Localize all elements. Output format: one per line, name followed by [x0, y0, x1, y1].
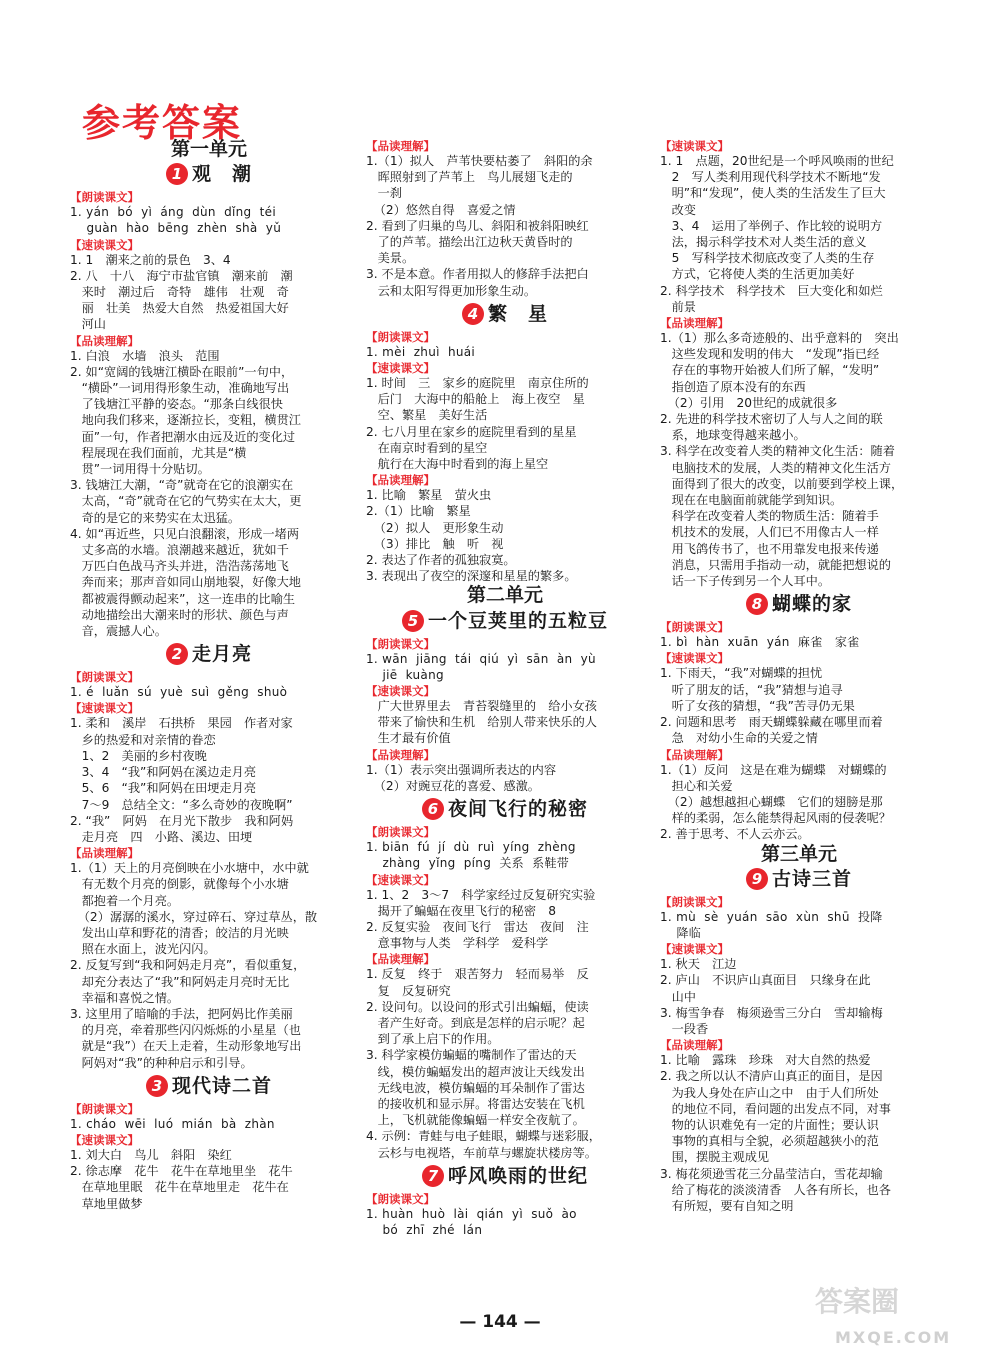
answer-line: 贯”一词用得十分贴切。: [70, 462, 210, 477]
answer-line: 2. 反复写到“我和阿妈走月亮”，看似重复，: [70, 958, 306, 973]
answer-line: 云和太阳写得更加形象生动。: [366, 283, 537, 298]
lesson-heading: [366, 798, 644, 820]
lesson-title: 蝴蝶的家: [771, 593, 852, 616]
answer-line: 都被震得颤动起来”，这一连串的比喻生: [70, 591, 296, 606]
answer-line: 2. 表达了作者的孤独寂寞。: [366, 553, 516, 568]
answer-line: 机技术的发展，人们已不用像古人一样: [660, 525, 879, 540]
answer-line: 1. 刘大白 鸟儿 斜阳 染红: [70, 1147, 232, 1162]
answer-line: 消息，只需用手指动一动，就能把想说的: [660, 557, 891, 572]
pinyin-line: bó zhī zhé lán: [366, 1222, 483, 1237]
answer-line: 2.（1）比喻 繁星: [366, 504, 471, 519]
pinyin-line: 1. é luǎn sú yuè suì gěng shuò: [70, 685, 288, 700]
answer-line: 2. 看到了归巢的鸟儿、斜阳和被斜阳映红: [366, 218, 589, 233]
section-label: 【品读理解】: [660, 747, 729, 762]
answer-line: 在草地里眠 花牛在草地里走 花牛在: [70, 1180, 289, 1195]
answer-line: 地向我们移来，逐渐拉长，变粗，横贯江: [70, 413, 301, 428]
lesson-title: 观 潮: [191, 163, 252, 186]
answer-line: 无线电波，模仿蝙蝠的耳朵制作了雷达: [366, 1080, 585, 1095]
lesson-number-badge: 8: [746, 593, 768, 615]
answer-line: 1. 反复 终于 艰苦努力 轻而易举 反: [366, 967, 589, 982]
section-label: 【速读课文】: [660, 942, 729, 957]
answer-line: 幸福和喜悦之情。: [70, 990, 180, 1005]
answer-line: 2. 科学技术 科学技术 巨大变化和如烂: [660, 283, 883, 298]
answer-line: 揭开了蝙蝠在夜里飞行的秘密 8: [366, 903, 557, 918]
answer-column-2: [366, 138, 644, 1238]
answer-line: 照在水面上，波光闪闪。: [70, 942, 216, 957]
answer-line: 法，揭示科学技术对人类生活的意义: [660, 235, 867, 250]
answer-column-3: [660, 138, 938, 1214]
answer-line: 者产生好奇。到底是怎样的启示呢？起: [366, 1015, 585, 1030]
answer-line: 3. 科学在改变着人类的精神文化生活：随着: [660, 444, 895, 459]
pinyin-line: 1. huàn huò lài qián yì suǒ ào: [366, 1206, 577, 1221]
answer-line: 1、2 美丽的乡村夜晚: [70, 748, 207, 763]
answer-line: 1.（1）天上的月亮倒映在小水塘中，水中就: [70, 861, 309, 876]
section-label: 【速读课文】: [366, 684, 435, 699]
answer-line: 晖照射到了芦苇上 鸟儿展翅飞走的: [366, 170, 573, 185]
answer-line: 听了朋友的话，“我”猜想与追寻: [660, 682, 843, 697]
answer-line: 有所短，要有自知之明: [660, 1198, 794, 1213]
pinyin-line: jiē kuàng: [366, 667, 444, 682]
answer-line: 面”一句，作者把潮水由远及近的变化过: [70, 429, 296, 444]
section-label: 【品读理解】: [366, 747, 435, 762]
answer-line: 1. 柔和 溪岸 石拱桥 果园 作者对家: [70, 716, 293, 731]
answer-line: （2）悠然自得 喜爱之情: [366, 202, 516, 217]
answer-line: 样的柔弱，怎么能禁得起风雨的侵袭呢？: [660, 811, 891, 826]
answer-line: 航行在大海中时看到的海上星空: [366, 457, 549, 472]
pinyin-line: guàn hào bēng zhèn shà yǔ: [70, 221, 282, 236]
answer-line: 3. 梅雪争春 梅须逊雪三分白 雪却输梅: [660, 1005, 883, 1020]
answer-line: 4. 示例：青蛙与电子蛙眼，蝴蝶与迷彩服，: [366, 1129, 601, 1144]
lesson-number-badge: 1: [166, 163, 188, 185]
answer-line: 万匹白色战马齐头并进，浩浩荡荡地飞: [70, 559, 289, 574]
section-label: 【朗读课文】: [660, 894, 729, 909]
answer-line: 发出山草和野花的清香；皎洁的月光映: [70, 925, 289, 940]
lesson-heading: [70, 1075, 348, 1097]
lesson-heading: [70, 163, 348, 185]
pinyin-line: 1. bì hàn xuān yán 麻雀 家雀: [660, 635, 860, 650]
answer-line: 3. 钱塘江大潮，“奇”就奇在它的浪潮实在: [70, 478, 294, 493]
answer-line: 用飞鸽传书了，也不用靠发电报来传递: [660, 541, 879, 556]
answer-line: 3. 梅花须逊雪花三分晶莹洁白，雪花却输: [660, 1166, 883, 1181]
section-label: 【速读课文】: [70, 1132, 139, 1147]
answer-line: 音，震撼人心。: [70, 624, 167, 639]
section-label: 【品读理解】: [70, 333, 139, 348]
answer-line: 2. 如“宽阔的钱塘江横卧在眼前”一句中，: [70, 364, 294, 379]
answer-line: 系，地球变得越来越小。: [660, 428, 806, 443]
section-label: 【速读课文】: [70, 701, 139, 716]
answer-line: （2）拟人 更形象生动: [366, 520, 504, 535]
lesson-title: 走月亮: [191, 643, 252, 666]
answer-line: 电脑技术的发展，人类的精神文化生活方: [660, 460, 891, 475]
answer-line: 河山: [70, 317, 106, 332]
answer-line: 山中: [660, 989, 696, 1004]
answer-line: “横卧”一词用得形象生动，准确地写出: [70, 381, 290, 396]
answer-line: 围，摆脱主观成见: [660, 1150, 770, 1165]
lesson-title: 呼风唤雨的世纪: [447, 1164, 588, 1187]
answer-line: 就是“我”）在天上走着，生动形象地写出: [70, 1039, 302, 1054]
answer-line: 2. 八 十八 海宁市盐官镇 潮来前 潮: [70, 268, 293, 283]
section-label: 【朗读课文】: [70, 190, 139, 205]
answer-line: 3. 科学家模仿蝙蝠的嘴制作了雷达的天: [366, 1048, 577, 1063]
answer-line: 急 对幼小生命的关爱之情: [660, 731, 818, 746]
answer-line: 5、6 “我”和阿妈在田埂走月亮: [70, 781, 257, 796]
section-label: 【朗读课文】: [70, 1101, 139, 1116]
answer-line: 方式，它将使人类的生活更加美好: [660, 267, 855, 282]
answer-line: 1. 比喻 繁星 萤火虫: [366, 488, 492, 503]
answer-line: 到了承上启下的作用。: [366, 1032, 500, 1047]
answer-line: 1. 1、2 3～7 科学家经过反复研究实验: [366, 887, 596, 902]
answer-line: 现在在电脑面前就能学到知识。: [660, 493, 843, 508]
lesson-number-badge: 7: [422, 1165, 444, 1187]
lesson-number-badge: 5: [402, 610, 424, 632]
answer-line: 丈多高的水墙。浪潮越来越近，犹如千: [70, 543, 289, 558]
lesson-number-badge: 4: [462, 303, 484, 325]
answer-line: 1.（1）拟人 芦苇快要枯萎了 斜阳的余: [366, 154, 593, 168]
lesson-heading: [366, 1165, 644, 1187]
answer-line: 上，飞机就能像蝙蝠一样安全夜航了。: [366, 1113, 585, 1128]
answer-line: 1. 比喻 露珠 珍珠 对大自然的热爱: [660, 1053, 871, 1068]
answer-line: 都抱着一个月亮。: [70, 893, 180, 908]
unit-heading: 第二单元: [466, 584, 543, 607]
answer-line: 1. 白浪 水墙 浪头 范围: [70, 348, 220, 363]
answer-line: 1.（1）那么多奇迹般的、出乎意料的 突出: [660, 331, 899, 346]
answer-line: 了钱塘江平静的姿态。“那条白线很快: [70, 397, 283, 412]
answer-line: 2. 七八月里在家乡的庭院里看到的星星: [366, 424, 577, 439]
answer-line: （2）引用 20世纪的成就很多: [660, 395, 838, 410]
answer-line: 奔而来；那声音如同山崩地裂，好像大地: [70, 575, 301, 590]
section-label: 【速读课文】: [366, 872, 435, 887]
section-label: 【朗读课文】: [366, 825, 435, 840]
section-label: 【朗读课文】: [366, 636, 435, 651]
section-label: 【品读理解】: [660, 316, 729, 331]
answer-line: 7～9 总结全文：“多么奇妙的夜晚啊”: [70, 797, 293, 812]
pinyin-line: 1. cháo wēi luó mián bà zhàn: [70, 1116, 275, 1131]
answer-line: 的接收机和显示屏。将雷达安装在飞机: [366, 1096, 585, 1111]
page-number: — 144 —: [459, 1312, 541, 1332]
answer-line: 存在的事物开始被人们所了解，“发明”: [660, 363, 880, 378]
answer-line: 广大世界里去 青苔裂缝里的 给小女孩: [366, 699, 597, 714]
answer-line: 草地里做梦: [70, 1196, 143, 1211]
answer-line: 的地位不同，看问题的出发点不同，对事: [660, 1101, 891, 1116]
watermark-url: MXQE.COM: [835, 1328, 952, 1347]
answer-line: 在南京时看到的星空: [366, 440, 488, 455]
unit-heading: 第三单元: [760, 842, 837, 865]
answer-line: 生才最有价值: [366, 731, 451, 746]
answer-line: 3、4 “我”和阿妈在溪边走月亮: [70, 765, 257, 780]
answer-line: 太高，“奇”就奇在它的气势实在太大，更: [70, 494, 302, 509]
answer-line: 带来了愉快和生机 给别人带来快乐的人: [366, 715, 597, 730]
answer-line: 改变: [660, 202, 696, 217]
answer-line: 意事物与人类 学科学 爱科学: [366, 936, 549, 951]
answer-line: 丽 壮美 热爱大自然 热爱祖国大好: [70, 301, 289, 316]
answer-line: 这些发现和发明的伟大 “发现”指已经: [660, 347, 880, 362]
section-label: 【朗读课文】: [366, 1191, 435, 1206]
section-label: 【品读理解】: [660, 1038, 729, 1053]
section-label: 【朗读课文】: [660, 620, 729, 635]
answer-line: 4. 如“再近些，只见白浪翻滚，形成一堵两: [70, 526, 300, 541]
answer-line: 来时 潮过后 奇特 雄伟 壮观 奇: [70, 285, 289, 300]
answer-line: 事物的真相与全貌，必须超越狭小的范: [660, 1134, 879, 1149]
answer-line: 1. 秋天 江边: [660, 957, 737, 972]
section-label: 【品读理解】: [366, 473, 435, 488]
answer-line: 1.（1）反问 这是在难为蝴蝶 对蝴蝶的: [660, 762, 887, 777]
section-label: 【品读理解】: [366, 952, 435, 967]
watermark-logo: 答案圈: [815, 1285, 900, 1318]
answer-line: 动地描绘出大潮来时的形状、颜色与声: [70, 607, 289, 622]
answer-column-1: [70, 138, 348, 1212]
section-label: 【速读课文】: [70, 237, 139, 252]
lesson-number-badge: 3: [146, 1075, 168, 1097]
answer-line: 云杉与电视塔，车前草与螺旋状楼房等。: [366, 1145, 597, 1160]
answer-line: 5 写科学技术彻底改变了人类的生存: [660, 251, 875, 266]
section-label: 【朗读课文】: [70, 670, 139, 685]
lesson-heading: [366, 610, 644, 632]
answer-line: 2. 庐山 不识庐山真面目 只缘身在此: [660, 973, 871, 988]
answer-line: 的月亮，牵着那些闪闪烁烁的小星星（也: [70, 1023, 301, 1038]
lesson-title: 夜间飞行的秘密: [447, 797, 588, 820]
answer-line: 3. 这里用了暗喻的手法，把阿妈比作美丽: [70, 1006, 293, 1021]
lesson-number-badge: 6: [422, 798, 444, 820]
section-label: 【品读理解】: [70, 846, 139, 861]
answer-line: 2. “我” 阿妈 在月光下散步 我和阿妈: [70, 813, 294, 828]
lesson-heading: [70, 643, 348, 665]
answer-line: 3、4 运用了举例子、作比较的说明方: [660, 218, 883, 233]
answer-line: 1. 时间 三 家乡的庭院里 南京住所的: [366, 376, 589, 391]
unit-heading: 第一单元: [170, 138, 247, 160]
lesson-heading: [366, 303, 644, 325]
lesson-title: 一个豆荚里的五粒豆: [427, 609, 608, 632]
section-label: 【品读理解】: [366, 139, 435, 153]
answer-line: 一刹: [366, 186, 402, 201]
answer-line: （2）对豌豆花的喜爱、感激。: [366, 778, 540, 793]
answer-line: 走月亮 四 小路、溪边、田埂: [70, 829, 253, 844]
answer-line: 阿妈对“我”的种种启示和引导。: [70, 1055, 253, 1070]
answer-line: 1.（1）表示突出强调所表达的内容: [366, 762, 557, 777]
pinyin-line: 1. wān jiāng tái qiú yì sān àn yù: [366, 651, 596, 666]
answer-line: 2. 我之所以认不清庐山真正的面目，是因: [660, 1069, 883, 1084]
answer-line: 乡的热爱和对亲情的眷恋: [70, 732, 216, 747]
answer-line: 2. 先进的科学技术密切了人与人之间的联: [660, 412, 883, 427]
answer-line: 指创造了原本没有的东西: [660, 379, 806, 394]
answer-line: 2. 反复实验 夜间飞行 雷达 夜间 注: [366, 919, 589, 934]
answer-line: 2. 问题和思考 雨天蝴蝶躲藏在哪里而着: [660, 715, 883, 730]
answer-line: 科学在改变着人类的物质生活：随着手: [660, 509, 879, 524]
lesson-title: 繁 星: [487, 302, 548, 325]
lesson-title: 古诗三首: [771, 867, 852, 890]
answer-line: 面得到了很大的改变，以前要到学校上课，: [660, 476, 904, 491]
answer-line: 前景: [660, 299, 696, 314]
answer-line: 复 反复研究: [366, 983, 451, 998]
answer-line: 明”和“发现”，使人类的生活发生了巨大: [660, 186, 886, 201]
answer-line: （3）排比 触 听 视: [366, 536, 504, 551]
page-title: 参考答案: [82, 101, 243, 145]
answer-line: 一段香: [660, 1021, 709, 1036]
lesson-number-badge: 9: [746, 868, 768, 890]
answer-line: 3. 表现出了夜空的深邃和星星的繁多。: [366, 569, 577, 584]
pinyin-line: 1. yán bó yì áng dùn dǐng téi: [70, 205, 276, 220]
answer-line: 3. 不是本意。作者用拟人的修辞手法把白: [366, 267, 589, 282]
answer-line: 空、繁星 美好生活: [366, 408, 488, 423]
answer-line: 2. 设问句。以设问的形式引出蝙蝠，使读: [366, 999, 589, 1014]
answer-line: 2. 徐志摩 花牛 花牛在草地里坐 花牛: [70, 1164, 293, 1179]
answer-line: 了的芦苇。描绘出江边秋天黄昏时的: [366, 235, 573, 250]
lesson-heading: [660, 593, 938, 615]
answer-line: 物的认识难免有一定的片面性；要认识: [660, 1117, 879, 1132]
answer-line: 2. 善于思考、不人云亦云。: [660, 827, 810, 842]
answer-line: 后门 大海中的船舱上 海上夜空 星: [366, 392, 585, 407]
answer-line: 却充分表达了“我”和阿妈走月亮时无比: [70, 974, 290, 989]
pinyin-line: zhàng yǐng píng 关系 系鞋带: [366, 856, 570, 871]
pinyin-line: 1. biān fú jí dù ruì yíng zhèng: [366, 840, 576, 855]
section-label: 【速读课文】: [366, 361, 435, 376]
answer-line: 美景。: [366, 251, 415, 266]
answer-line: 2 写人类利用现代科学技术不断地“发: [660, 170, 881, 185]
lesson-heading: [660, 868, 938, 890]
lesson-number-badge: 2: [166, 643, 188, 665]
answer-line: 奇的是它的来势实在太迅猛。: [70, 510, 241, 525]
answer-line: 给了梅花的淡淡清香 人各有所长，也各: [660, 1182, 891, 1197]
pinyin-line: 1. mù sè yuán sāo xùn shū 投降: [660, 909, 883, 924]
section-label: 【速读课文】: [660, 139, 729, 153]
answer-line: 1. 下雨天，“我”对蝴蝶的担忧: [660, 666, 823, 681]
pinyin-line: 1. mèi zhuì huái: [366, 344, 476, 359]
answer-line: 1. 1 点题，20世纪是一个呼风唤雨的世纪: [660, 154, 894, 168]
section-label: 【朗读课文】: [366, 329, 435, 344]
answer-line: 有无数个月亮的倒影，就像每个小水塘: [70, 877, 289, 892]
answer-line: 程展现在我们面前，尤其是“横: [70, 445, 247, 460]
answer-line: 1. 1 潮来之前的景色 3、4: [70, 252, 231, 267]
answer-line: 听了女孩的猜想，“我”苦寻仍无果: [660, 698, 855, 713]
answer-line: 为我人身处在庐山之中 由于人们所处: [660, 1085, 879, 1100]
pinyin-line: 降临: [660, 925, 702, 940]
answer-line: 担心和关爱: [660, 778, 733, 793]
answer-line: （2）越想越担心蝴蝶 它们的翅膀是那: [660, 794, 883, 809]
answer-line: 线，模仿蝙蝠发出的超声波让天线发出: [366, 1064, 585, 1079]
answer-line: 话一下子传到另一个人耳中。: [660, 574, 831, 589]
lesson-title: 现代诗二首: [171, 1074, 272, 1097]
section-label: 【速读课文】: [660, 651, 729, 666]
answer-line: （2）潺潺的溪水，穿过碎石、穿过草丛，散: [70, 909, 318, 924]
